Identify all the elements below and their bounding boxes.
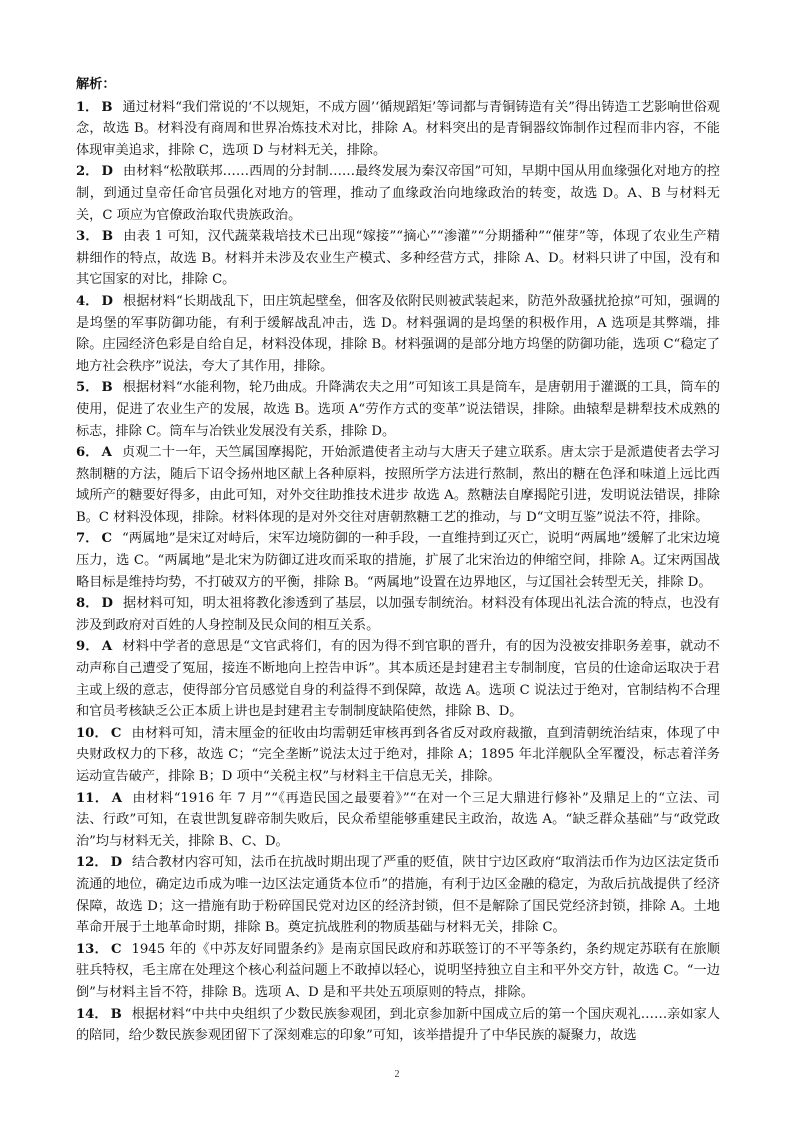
explanation-text: 根据材料“长期战乱下，田庄筑起壁垒，佃客及依附民则被武装起来，防范外敌骚扰抢掠”可知，强调的是坞堡的军事防御功能，有利于缓解战乱冲击，选 D。材料强调的是坞堡的积极作用，A 选项是其弊端，排除。庄园经济色彩是自给自足，材料没体现，排除 B。材料强调的是部分地方坞堡的防御功能，选项 C“稳定了地方社会秩序”说法，夸大了其作用，排除。 xyxy=(76,293,720,374)
explanation-text: 由表 1 可知，汉代蔬菜栽培技术已出现“嫁接”“摘心”“渗灌”“分期播种”“催芽”等，体现了农业生产精耕细作的特点，故选 B。材料并未涉及农业生产模式、多种经营方式，排除 A、D。材料只讲了中国，没有和其它国家的对比，排除 C。 xyxy=(76,229,720,288)
page-number: 2 xyxy=(394,1069,400,1080)
answer-letter: C xyxy=(101,531,113,547)
question-number: 5． xyxy=(76,380,99,396)
explanation-text: 贞观二十一年，天竺属国摩揭陀，开始派遣使者主动与大唐天子建立联系。唐太宗于是派遣使者去学习熬制糖的方法，随后下诏令扬州地区献上各种原料，按照所学方法进行熬制，熬出的糖在色泽和味道上远比西域所产的糖要好得多，由此可知，对外交往助推技术进步 故选 A。熬糖法自摩揭陀引进，发明说法错误，排除 B。C 材料没体现，排除。材料体现的是对外交往对唐朝熬糖工艺的推动，与 D“文明互鉴”说法不符，排除。 xyxy=(76,445,720,525)
answer-item xyxy=(76,528,720,593)
answer-letter: B xyxy=(101,99,113,115)
explanation-text: 由材料“1916 年 7 月”“《再造民国之最要着》”“在对一个三足大鼎进行修补”及鼎足上的“立法、司法、行政”可知，在袁世凯复辟帝制失败后，民众希望能够重建民主政治，故选 A。“缺乏群众基础”与“政党政治”均与材料无关，排除 B、C、D。 xyxy=(76,790,720,849)
question-number: 6． xyxy=(76,445,99,461)
answer-item xyxy=(76,161,720,226)
question-number: 12． xyxy=(76,855,108,871)
answer-letter: D xyxy=(101,164,113,180)
question-number: 11． xyxy=(76,790,109,806)
answer-letter: C xyxy=(110,725,122,741)
answer-item xyxy=(76,723,720,788)
question-number: 3． xyxy=(76,229,99,245)
explanation-text: 1945 年的《中苏友好同盟条约》是南京国民政府和苏联签订的不平等条约，条约规定苏联有在旅顺驻兵特权，毛主席在处理这个核心利益问题上不敢掉以轻心，说明坚持独立自主和平外交方针，故选 C。“一边倒”与材料主旨不符，排除 B。选项 A、D 是和平共处五项原则的特点，排除。 xyxy=(76,941,720,1000)
answer-item xyxy=(76,291,720,377)
answer-item xyxy=(76,442,720,528)
answer-item xyxy=(76,939,720,1004)
question-number: 9． xyxy=(76,639,99,655)
answer-letter: A xyxy=(101,639,113,655)
answer-letter: B xyxy=(110,1006,122,1022)
explanation-text: 由材料可知，清末厘金的征收由均需朝廷审核再到各省反对政府裁撤，直到清朝统治结束，体现了中央财政权力的下移，故选 C；“完全垄断”说法太过于绝对，排除 A；1895 年北洋舰队全军覆没，标志着洋务运动宣告破产，排除 B；D 项中“关税主权”与材料主干信息无关，排除。 xyxy=(76,725,720,784)
answer-letter: D xyxy=(101,596,113,612)
answer-letter: D xyxy=(101,293,113,309)
question-number: 7． xyxy=(76,531,99,547)
question-number: 4． xyxy=(76,293,99,309)
answer-letter: C xyxy=(111,941,122,957)
answer-letter: A xyxy=(101,445,112,461)
explanation-text: 据材料可知，明太祖将教化渗透到了基层，以加强专制统治。材料没有体现出礼法合流的特点，也没有涉及到政府对百姓的人身控制及民众间的相互关系。 xyxy=(76,596,720,633)
answer-letter: B xyxy=(101,229,114,245)
answer-item xyxy=(76,852,720,938)
explanation-text: 结合教材内容可知，法币在抗战时期出现了严重的贬值，陕甘宁边区政府“取消法币作为边区法定货币流通的地位，确定边币成为唯一边区法定通货本位币”的措施，有利于边区金融的稳定，为敌后抗战提供了经济保障，故选 D；这一措施有助于粉碎国民党对边区的经济封锁，但不是解除了国民党经济封锁，排除 A。土地革命开展于土地革命时期，排除 B。奠定抗战胜利的物质基础与材料无关，排除 C。 xyxy=(76,855,720,936)
answer-item xyxy=(76,788,720,853)
question-number: 10． xyxy=(76,725,108,741)
explanation-text: “两属地”是宋辽对峙后，宋军边境防御的一种手段，一直维持到辽灭亡，说明“两属地”缓解了北宋边境压力，选 C。“两属地”是北宋为防御辽进攻而采取的措施，扩展了北宋治边的伸缩空间，排除 A。辽宋两国战略目标是维持均势，不打破双方的平衡，排除 B。“两属地”设置在边界地区，与辽国社会转型无关，排除 D。 xyxy=(76,531,720,590)
answer-item xyxy=(76,226,720,291)
page-heading: 解析： xyxy=(76,77,116,92)
answer-item xyxy=(76,636,720,722)
answer-item xyxy=(76,97,720,162)
question-number: 2． xyxy=(76,164,99,180)
explanation-text: 通过材料“我们常说的‘不以规矩，不成方圆’‘循规蹈矩’等词都与青铜铸造有关”得出铸造工艺影响世俗观念，故选 B。材料没有商周和世界冶炼技术对比，排除 A。材料突出的是青铜器纹饰制作过程而非内容，不能体现审美追求，排除 C，选项 D 与材料无关，排除。 xyxy=(76,99,720,158)
question-number: 13． xyxy=(76,941,109,957)
answer-list xyxy=(76,97,720,1047)
answer-item xyxy=(76,1004,720,1047)
explanation-text: 根据材料“中共中央组织了少数民族参观团，到北京参加新中国成立后的第一个国庆观礼……亲如家人的陪同，给少数民族参观团留下了深刻难忘的印象”可知，该举措提升了中华民族的凝聚力，故选 xyxy=(76,1006,720,1044)
answer-item xyxy=(76,377,720,442)
answer-letter: B xyxy=(101,380,113,396)
question-number: 14． xyxy=(76,1006,108,1022)
question-number: 1． xyxy=(76,99,99,115)
explanation-text: 根据材料“水能利物，轮乃曲成。升降满农夫之用”可知该工具是筒车，是唐朝用于灌溉的工具，筒车的使用，促进了农业生产的发展，故选 B。选项 A“劳作方式的变革”说法错误，排除。曲辕犁是耕犁技术成熟的标志，排除 C。筒车与冶铁业发展没有关系，排除 D。 xyxy=(76,380,720,439)
answer-letter: A xyxy=(111,790,122,806)
answer-letter: D xyxy=(110,855,123,871)
explanation-text: 材料中学者的意思是“文官武将们，有的因为得不到官职的晋升，有的因为没被安排职务差事，就动不动声称自己遭受了冤屈，接连不断地向上控告申诉”。其本质还是封建君主专制制度，官员的仕途命运取决于君主或上级的意志，使得部分官员感觉自身的利益得不到保障，故选 A。选项 C 说法过于绝对，官制结构不合理和官员考核缺乏公正本质上讲也是封建君主专制制度缺陷使然，排除 B、D。 xyxy=(76,639,720,720)
explanation-text: 由材料“松散联邦……西周的分封制……最终发展为秦汉帝国”可知，早期中国从用血缘强化对地方的控制，到通过皇帝任命官员强化对地方的管理，推动了血缘政治向地缘政治的转变，故选 D。A、B 与材料无关，C 项应为官僚政治取代贵族政治。 xyxy=(76,164,720,223)
question-number: 8． xyxy=(76,596,99,612)
answer-item xyxy=(76,593,720,636)
